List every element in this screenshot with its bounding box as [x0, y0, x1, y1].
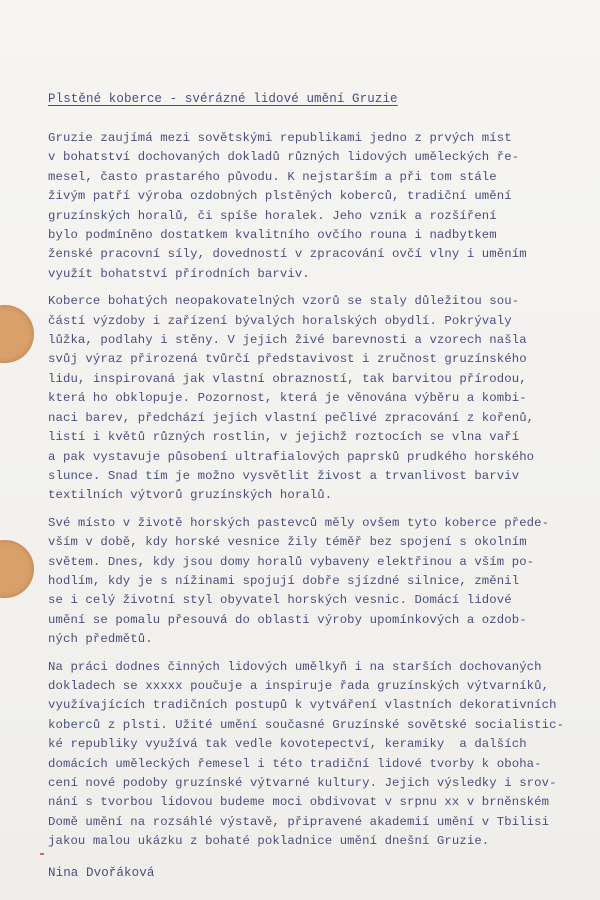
- punch-hole-bottom: [0, 540, 34, 598]
- paragraph-1: Gruzie zaujímá mezi sovětskými republikami jedno z prvých míst v bohatství dochovaných dokladů různých lidových uměleckých ře- mesel, často prastarého původu. K nejstarším a při tom stále živým patří výroba ozdobných plstěných koberců, tradiční umění gruzínských horalů, či spíše horalek. Jeho vznik a rozšíření bylo podmíněno dostatkem kvalitního ovčího rouna i nadbytkem ženské pracovní síly, dovedností v zpracování ovčí vlny i uměním využít bohatství přírodních barviv.: [48, 131, 527, 281]
- margin-mark: [40, 853, 44, 855]
- punch-hole-top: [0, 305, 34, 363]
- paragraph-4: Na práci dodnes činných lidových umělkyň i na starších dochovaných dokladech se xxxxx poučuje a inspiruje řada gruzínských výtvarníků, využívajících tradičních postupů k vytváření vlastních dekorativních koberců z plsti. Užité umění současné Gruzínské sovětské socialistic- ké republiky využívá tak vedle kovotepectví, keramiky a dalších domácích uměleckých řemesel i této tradiční lidové tvorby k oboha- cení nové podoby gruzínské výtvarné kultury. Jejich výsledky i srov- nání s tvorbou lidovou budeme moci obdivovat v srpnu xx v brněnském Domě umění na rozsáhlé výstavě, připravené akademií umění v Tbilisi jakou malou ukázku z bohaté pokladnice umění dnešní Gruzie.: [48, 659, 565, 849]
- document-title: Plstěné koberce - svérázné lidové umění Gruzie: [48, 92, 398, 106]
- author-signature: Nina Dvořáková: [48, 866, 155, 880]
- paragraph-2: Koberce bohatých neopakovatelných vzorů se staly důležitou sou- částí výzdoby i zařízení bývalých horalských obydlí. Pokrývaly lůžka, podlahy i stěny. V jejich živé barevnosti a vzorech našla svůj výraz přirozená tvůrčí představivost i zručnost gruzínského lidu, inspirovaná jak vlastní obrazností, tak barvitou přírodou, která ho obklopuje. Pozornost, která je věnována výběru a kombi- naci barev, předchází jejich vlastní pečlivé zpracování z kořenů, listí i květů různých rostlin, v jejichž roztocích se vlna vaří a pak vystavuje působení ultrafialových paprsků prudkého horského slunce. Snad tím je možno vysvětlit živost a trvanlivost barviv textilních výtvorů gruzínských horalů.: [48, 294, 535, 503]
- document-body: [48, 129, 568, 852]
- paragraph-3: Své místo v životě horských pastevců měly ovšem tyto koberce přede- vším v době, kdy horské vesnice žily téměř bez spojení s okolním světem. Dnes, kdy jsou domy horalů vybaveny elektřinou a vším po- hodlím, kdy je s nížinami spojují dobře sjízdné silnice, změnil se i celý životní styl obyvatel horských vesnic. Domácí lidové umění se pomalu přesouvá do oblasti výroby upomínkových a ozdob- ných předmětů.: [48, 515, 550, 647]
